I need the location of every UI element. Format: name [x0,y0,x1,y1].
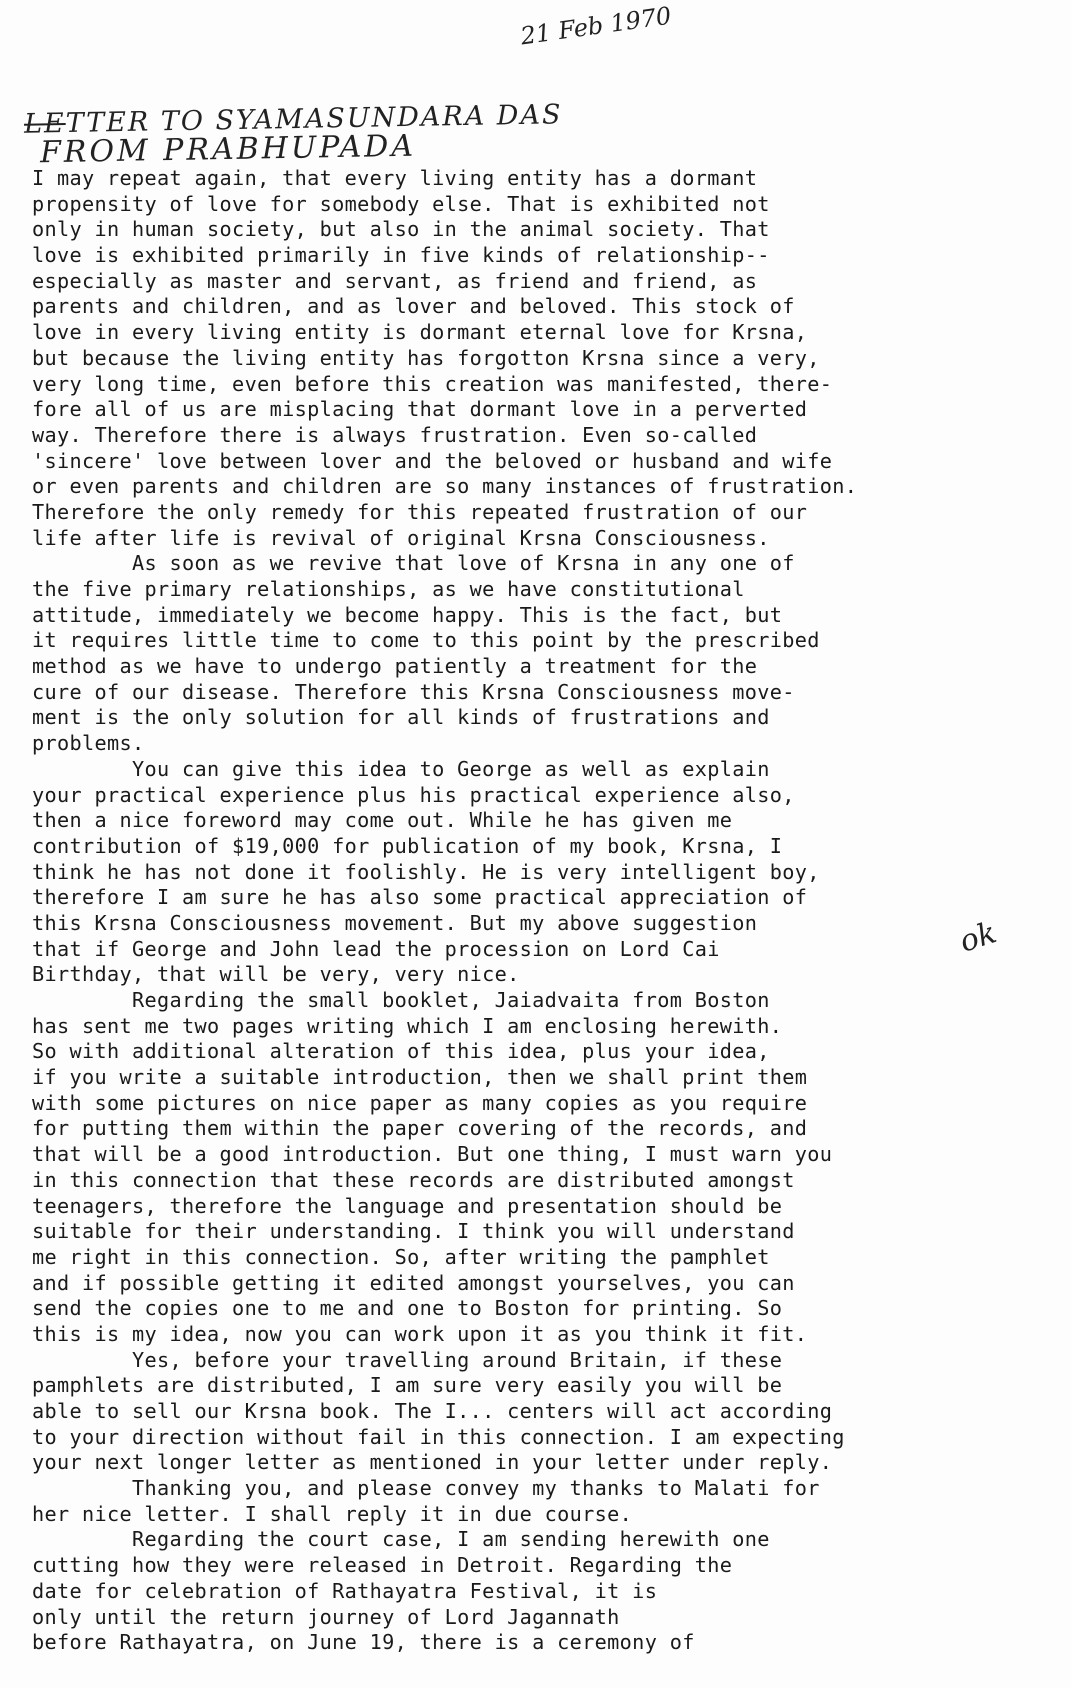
letter-line: Yes, before your travelling around Britain, if these [32,1347,783,1372]
letter-line: this Krsna Consciousness movement. But my above suggestion [32,910,758,935]
letter-line: fore all of us are misplacing that dormant love in a perverted [32,397,808,422]
handwritten-date: 21 Feb 1970 [518,1,673,51]
letter-line: Therefore the only remedy for this repeated frustration of our [32,499,808,524]
letter-line: cure of our disease. Therefore this Krsna Consciousness move- [32,679,795,704]
letter-line: attitude, immediately we become happy. This is the fact, but [32,602,783,627]
letter-line: You can give this idea to George as well as explain [32,756,770,781]
letter-line: pamphlets are distributed, I am sure very easily you will be [32,1373,783,1398]
letter-line: very long time, even before this creation was manifested, there- [32,371,833,396]
letter-line: your practical experience plus his practical experience also, [32,782,795,807]
struck-letters: LE [23,107,66,140]
letter-line: has sent me two pages writing which I am enclosing herewith. [32,1013,783,1038]
letter-line: Birthday, that will be very, very nice. [32,962,520,987]
letter-line: for putting them within the paper covering of the records, and [32,1116,808,1141]
letter-line: to your direction without fail in this connection. I am expecting [32,1424,845,1449]
letter-line: that if George and John lead the procession on Lord Cai [32,936,720,961]
letter-line: therefore I am sure he has also some practical appreciation of [32,885,808,910]
letter-line: me right in this connection. So, after writing the pamphlet [32,1244,770,1269]
letter-line: life after life is revival of original Krsna Consciousness. [32,525,770,550]
letter-line: her nice letter. I shall reply it in due course. [32,1501,633,1526]
letter-line: method as we have to undergo patiently a treatment for the [32,654,758,679]
letter-line: I may repeat again, that every living entity has a dormant [32,166,758,190]
letter-line: send the copies one to me and one to Boston for printing. So [32,1296,783,1321]
letter-line: teenagers, therefore the language and presentation should be [32,1193,783,1218]
letter-line: Regarding the small booklet, Jaiadvaita from Boston [32,988,770,1012]
letter-line: with some pictures on nice paper as many copies as you require [32,1090,808,1115]
letter-line: especially as master and servant, as friend and friend, as [32,268,758,293]
letter-line: love in every living entity is dormant eternal love for Krsna, [32,320,808,345]
letter-line: Thanking you, and please convey my thanks to Malati for [32,1476,820,1501]
letter-line: date for celebration of Rathayatra Festival, it is [32,1578,658,1603]
letter-line: it requires little time to come to this point by the prescribed [32,628,820,653]
letter-line: As soon as we revive that love of Krsna in any one of [32,551,795,576]
letter-line: only until the return journey of Lord Jagannath [32,1604,620,1629]
letter-line: Regarding the court case, I am sending herewith one [32,1527,770,1552]
letter-line: before Rathayatra, on June 19, there is a ceremony of [32,1630,695,1655]
letter-line: 'sincere' love between lover and the beloved or husband and wife [32,448,833,473]
margin-handwritten-mark: ok [955,915,1001,960]
letter-line: love is exhibited primarily in five kinds of relationship-- [32,243,770,268]
letter-line: able to sell our Krsna book. The I... centers will act according [32,1399,833,1423]
title-line1-text: TTER TO SYAMASUNDARA DAS [65,99,563,139]
letter-line: suitable for their understanding. I think you will understand [32,1219,795,1244]
letter-line: think he has not done it foolishly. He is very intelligent boy, [32,859,820,884]
letter-line: problems. [32,731,145,756]
letter-line: ment is the only solution for all kinds of frustrations and [32,705,770,730]
letter-line: the five primary relationships, as we have constitutional [32,577,745,601]
letter-line: this is my idea, now you can work upon it as you think it fit. [32,1321,808,1346]
letter-line: if you write a suitable introduction, then we shall print them [32,1065,808,1090]
letter-line: way. Therefore there is always frustration. Even so-called [32,422,758,447]
letter-line: that will be a good introduction. But one thing, I must warn you [32,1142,833,1167]
letter-line: propensity of love for somebody else. That is exhibited not [32,191,770,216]
letter-line: in this connection that these records are distributed amongst [32,1167,795,1192]
letter-line: cutting how they were released in Detroit. Regarding the [32,1553,733,1578]
letter-line: then a nice foreword may come out. While he has given me [32,808,733,833]
letter-line: your next longer letter as mentioned in your letter under reply. [32,1450,833,1475]
letter-line: or even parents and children are so many instances of frustration. [32,474,858,499]
letter-line: and if possible getting it edited amongst yourselves, you can [32,1270,795,1295]
letter-line: contribution of $19,000 for publication of my book, Krsna, I [32,833,783,858]
letter-line: parents and children, and as lover and beloved. This stock of [32,294,795,319]
handwritten-title-line2: FROM PRABHUPADA [39,128,417,171]
letter-body [32,166,1052,1656]
letter-line: but because the living entity has forgotton Krsna since a very, [32,345,820,370]
letter-line: So with additional alteration of this idea, plus your idea, [32,1039,770,1064]
letter-line: only in human society, but also in the animal society. That [32,217,770,242]
